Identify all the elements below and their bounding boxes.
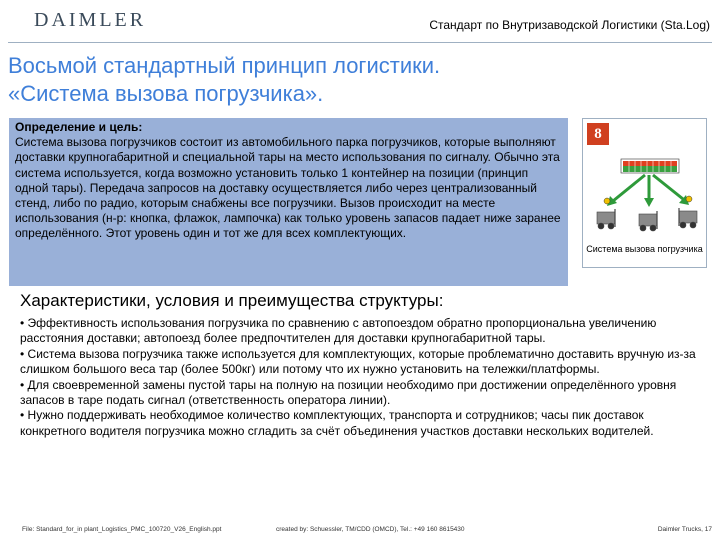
definition-text: Система вызова погрузчиков состоит из автомобильного парка погрузчиков, которые выполняют доставки крупногабаритной и специальной тары на место использования по сигналу. Обычно эта система используется, когда возможно установить только 1 контейнер на позиции (принцип одной тары). Передача запросов на доставку осуществляется либо через централизованный стенд, либо по радио, которым снабжены все погрузчики. Вызов происходит на месте использования (н-р: кнопка, флажок, лампочка) как только уровень запасов падает ниже заранее определённого. Этот уровень один и тот же для всех комплектующих. [15,135,561,241]
footer-author: created by: Schuessler, TM/CDD (OMCD), Tel.: +49 160 8615430 [276,526,465,533]
footer-page-number: Daimler Trucks, 17 [657,526,712,533]
slide-title-line1: Восьмой стандартный принцип логистики. [8,53,441,78]
list-item: • Нужно поддерживать необходимое количество комплектующих, транспорта и сотрудников; часы пик доставок конкретного водителя погрузчика можно сгладить за счёт объединения участков доставки нескольких водителей. [20,408,654,438]
figure-caption: Система вызова погрузчика [586,244,703,254]
characteristics-list [20,316,705,439]
principle-number-badge: 8 [587,123,609,145]
daimler-logo: DAIMLER [34,9,147,31]
list-item: • Эффективность использования погрузчика по сравнению с автопоездом обратно пропорциональна увеличению расстояния доставки; автопоезд более предпочтителен для доставки крупногабаритной тары. [20,316,657,346]
slide-title [8,52,708,108]
call-arrows [607,175,689,207]
forklift-call-figure [582,118,707,268]
header-title: Стандарт по Внутризаводской Логистики (Sta.Log) [429,18,710,32]
slide-title-line2: «Система вызова погрузчика». [8,81,324,106]
section-title: Характеристики, условия и преимущества структуры: [20,291,444,310]
definition-box [9,118,568,286]
forklift-icon [597,208,697,231]
list-item: • Система вызова погрузчика также используется для комплектующих, которые проблематично доставить вручную из-за слишком большого веса тар (более 500кг) или потому что их нужно установить на тележки/платформы. [20,346,696,377]
list-item: • Для своевременной замены пустой тары на полную на позиции необходимо при достижении определённого уровня запасов в таре подать сигнал (ответственность оператора линии). [20,377,677,408]
container-rack-icon [621,159,679,173]
forklift-system-illustration [583,119,706,239]
header-divider [8,42,712,43]
definition-heading: Определение и цель: [15,120,143,134]
footer-file: File: Standard_for_in plant_Logistics_PMC_100720_V26_English.ppt [22,526,222,533]
